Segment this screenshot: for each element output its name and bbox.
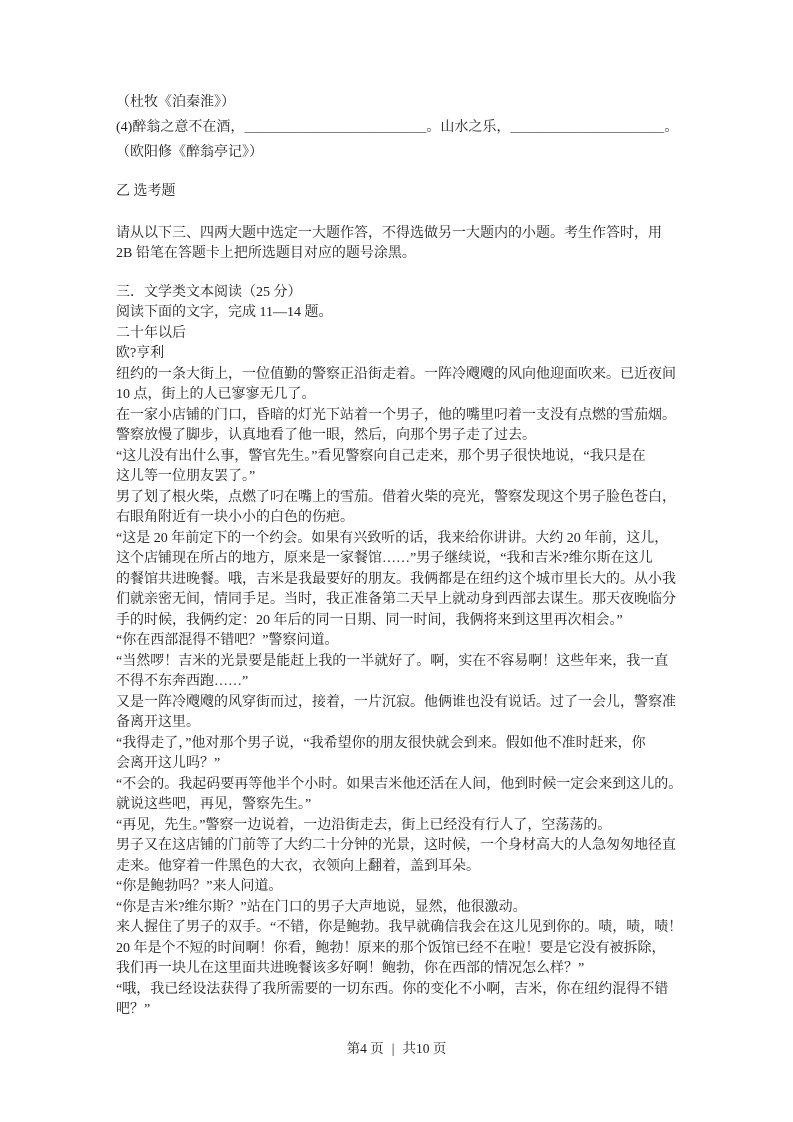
text-line: 这个店铺现在所占的地方，原来是一家餐馆……”男子继续说，“我和吉米?维尔斯在这儿 [116,551,653,566]
text-line: “不会的。我起码要再等他半个小时。如果吉米他还活在人间，他到时候一定会来到这儿的。 [116,776,683,792]
text-line: 吧？” [116,1002,151,1017]
text-line: 男子又在这店铺的门前等了大约二十分钟的光景，这时候，一个身材高大的人急匆匆地径直 [116,838,676,853]
footer-page-number: 第4 页 [346,1041,384,1056]
footer-total-pages: 共10 页 [402,1041,447,1056]
text-line: 阅读下面的文字，完成 11—14 题。 [116,305,333,320]
text-line: 三．文学类文本阅读（25 分） [116,284,302,300]
text-line: （欧阳修《醉翁亭记》） [116,145,263,160]
text-line: 手的时候，我俩约定：20 年后的同一日期、同一时间，我俩将来到这里再次相会。” [116,612,623,628]
text-line: 这儿等一位朋友罢了。” [116,469,256,484]
text-line: “当然啰！吉米的光景要是能赶上我的一半就好了。啊，实在不容易啊！这些年来，我一直 [116,653,669,669]
text-line: “我得走了，”他对那个男子说，“我希望你的朋友很快就会到来。假如他不准时赶来，你 [116,735,646,751]
text-line: 就说这些吧，再见，警察先生。” [116,797,312,812]
text-line: 欧?亨利 [116,346,165,361]
text-line: 备离开这里。 [116,715,200,730]
text-line: 请从以下三、四两大题中选定一大题作答，不得选做另一大题内的小题。考生作答时，用 [116,225,662,241]
text-line: (4)醉翁之意不在酒，＿＿＿＿＿＿＿＿＿＿＿＿＿。山水之乐，＿＿＿＿＿＿＿＿＿＿＿。 [116,120,679,135]
section-story [116,324,736,1021]
page-footer [0,1037,793,1057]
text-line: 10 点，街上的人已寥寥无几了。 [116,387,316,402]
text-line: 不得不东奔西跑……” [116,674,249,689]
text-line: （杜牧《泊秦淮》） [116,95,235,110]
text-line: 右眼角附近有一块小小的白色的伤疤。 [116,510,354,525]
text-line: 的餐馆共进晚餐。哦，吉米是我最要好的朋友。我俩都是在纽约这个城市里长大的。从小我 [116,571,676,587]
section-poetry-completion [116,90,736,165]
text-line: 20 年是个不短的时间啊！你看，鲍勃！原来的那个饭馆已经不在啦！要是它没有被拆除， [116,940,666,956]
text-line: 我们再一块儿在这里面共进晚餐该多好啊！鲍勃，你在西部的情况怎么样？” [116,961,585,976]
text-line: “这是 20 年前定下的一个约会。如果有兴致听的话，我来给你讲讲。大约 20 年前，这儿， [116,530,669,546]
section-section-three-header [116,283,736,324]
footer-separator: | [391,1041,395,1056]
text-line: “再见，先生。”警察一边说着，一边沿街走去，街上已经没有行人了，空荡荡的。 [116,817,612,833]
section-select-topic-header [116,182,736,203]
text-line: 在一家小店铺的门口，昏暗的灯光下站着一个男子，他的嘴里叼着一支没有点燃的雪茄烟。 [116,407,676,423]
section-select-topic-instructions [116,224,736,265]
text-line: 纽约的一条大街上，一位值勤的警察正沿街走着。一阵冷飕飕的风向他迎面吹来。已近夜间 [116,366,676,382]
text-line: “你是吉米?维尔斯？”站在门口的男子大声地说，显然，他很激动。 [116,899,527,915]
text-line: 男了划了根火柴，点燃了叼在嘴上的雪茄。借着火柴的亮光，警察发现这个男子脸色苍白， [116,489,676,505]
text-line: 二十年以后 [116,325,186,341]
text-line: 会离开这儿吗？” [116,756,221,771]
text-line: 2B 铅笔在答题卡上把所选题目对应的题号涂黑。 [116,246,416,261]
text-line: 警察放慢了脚步，认真地看了他一眼，然后，向那个男子走了过去。 [116,428,536,443]
text-line: 们就亲密无间，情同手足。当时，我正准备第二天早上就动身到西部去谋生。那天夜晚临分 [116,592,676,607]
text-line: 乙 选考题 [116,184,176,199]
text-line: “你是鲍勃吗？”来人问道。 [116,879,283,894]
text-line: 来人握住了男子的双手。“不错，你是鲍勃。我早就确信我会在这儿见到你的。啧，啧，啧！ [116,920,683,935]
text-line: “你在西部混得不错吧？”警察问道。 [116,633,339,648]
text-line: “哦，我已经设法获得了我所需要的一切东西。你的变化不小啊，吉米，你在纽约混得不错 [116,981,669,997]
text-line: “这儿没有出什么事，警官先生。”看见警察向自己走来，那个男子很快地说，“我只是在 [116,448,646,464]
text-line: 走来。他穿着一件黑色的大衣，衣领向上翻着，盖到耳朵。 [116,858,480,874]
text-line: 又是一阵冷飕飕的风穿街而过，接着，一片沉寂。他俩谁也没有说话。过了一会儿，警察准 [116,694,676,710]
document-content [116,90,736,1021]
